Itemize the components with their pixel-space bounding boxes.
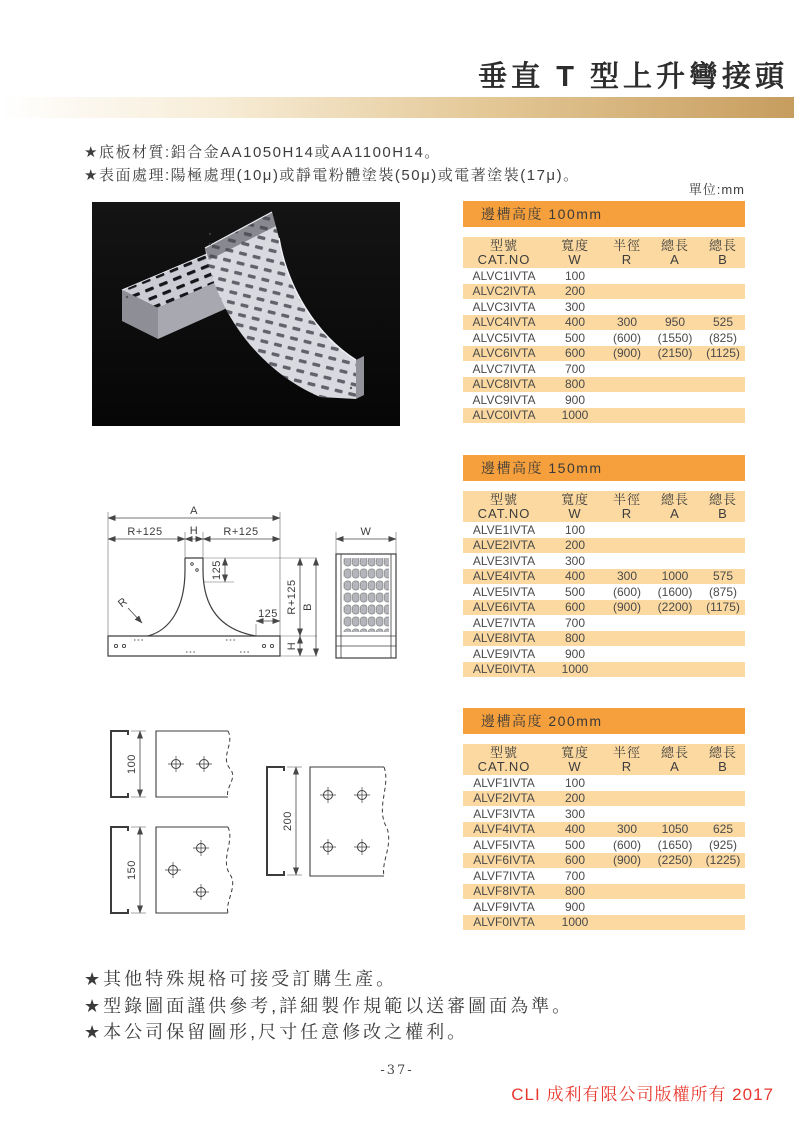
table-row — [463, 791, 745, 807]
catno-cell: ALVF9IVTA — [473, 899, 535, 914]
dimension-cell — [605, 392, 649, 408]
dimension-cell: (600) — [612, 330, 641, 345]
profile-drawing — [88, 716, 408, 936]
dimension-cell — [701, 806, 745, 822]
note-line: ★本公司保留圖形,尺寸任意修改之權利。 — [84, 1022, 469, 1042]
dim-label-h-top: H — [189, 525, 199, 537]
dimension-cell — [649, 806, 701, 822]
dimension-cell: 100 — [564, 268, 586, 283]
catno-cell: ALVE8IVTA — [472, 631, 536, 646]
dimension-cell — [605, 522, 649, 538]
dimension-cell: (2150) — [657, 346, 693, 361]
dimension-cell — [605, 284, 649, 300]
dimension-drawing — [88, 496, 418, 686]
spec-section-150mm — [463, 455, 745, 677]
dimension-cell — [605, 915, 649, 931]
catno-cell: ALVC5IVTA — [472, 330, 536, 345]
dim-label-r125-side: R+125 — [286, 579, 298, 615]
col-header-catno: 型號 CAT.NO — [477, 237, 531, 267]
col-header-radius: 半徑 R — [612, 237, 641, 267]
catno-cell: ALVC7IVTA — [472, 361, 536, 376]
dimension-cell — [649, 868, 701, 884]
profile-dim-100: 100 — [126, 754, 138, 774]
page-title: 垂直 T 型上升彎接頭 — [478, 61, 788, 93]
catno-cell: ALVF1IVTA — [473, 775, 535, 790]
dimension-cell: 400 — [564, 569, 586, 584]
catno-cell: ALVE6IVTA — [472, 600, 536, 615]
channel-profiles — [88, 716, 408, 936]
dimension-cell — [701, 646, 745, 662]
catno-cell: ALVF2IVTA — [473, 791, 535, 806]
table-column-headers — [463, 237, 745, 268]
dimension-cell: (600) — [612, 584, 641, 599]
table-row — [463, 899, 745, 915]
catno-cell: ALVF0IVTA — [473, 915, 535, 930]
dimension-cell — [605, 538, 649, 554]
dimension-cell — [605, 361, 649, 377]
catno-cell: ALVC3IVTA — [472, 299, 536, 314]
table-body — [463, 522, 745, 677]
dimension-cell — [701, 522, 745, 538]
col-header-length-a: 總長 A — [660, 744, 689, 774]
dimension-cell — [701, 899, 745, 915]
dimension-cell: 625 — [712, 822, 734, 837]
dim-label-r: R — [115, 595, 131, 611]
section-header-bar: 邊槽高度 150mm — [463, 455, 745, 481]
catno-cell: ALVC6IVTA — [472, 346, 536, 361]
dimension-cell — [649, 361, 701, 377]
dimension-cell: 1000 — [561, 408, 589, 423]
spec-section-200mm — [463, 708, 745, 930]
t-profile-drawing — [88, 496, 418, 686]
dimension-cell — [605, 806, 649, 822]
dimension-cell — [649, 522, 701, 538]
table-row — [463, 408, 745, 424]
dimension-cell — [605, 615, 649, 631]
dimension-cell — [701, 775, 745, 791]
table-row — [463, 806, 745, 822]
dimension-cell — [701, 268, 745, 284]
dimension-cell: 300 — [616, 569, 638, 584]
note-line: ★表面處理:陽極處理(10μ)或靜電粉體塗裝(50μ)或電著塗裝(17μ)。 — [84, 167, 580, 184]
dimension-cell: (1175) — [706, 600, 740, 615]
dimension-cell: 600 — [564, 600, 586, 615]
gold-gradient-rule — [0, 97, 794, 118]
dim-label-r125-right: R+125 — [223, 526, 259, 538]
table-row — [463, 822, 745, 838]
dimension-cell: (1125) — [706, 346, 740, 361]
dimension-cell: (600) — [612, 837, 641, 852]
dimension-cell — [701, 915, 745, 931]
table-row — [463, 361, 745, 377]
dimension-cell: 100 — [564, 775, 586, 790]
dimension-cell: (2250) — [657, 853, 693, 868]
catno-cell: ALVE3IVTA — [472, 553, 536, 568]
dimension-cell — [649, 915, 701, 931]
dim-label-w: W — [360, 526, 372, 538]
spec-section-100mm — [463, 201, 745, 423]
dimension-cell — [649, 392, 701, 408]
dimension-cell: 900 — [564, 392, 586, 407]
dimension-cell: 600 — [564, 346, 586, 361]
dimension-cell: 500 — [564, 584, 586, 599]
section-header-bar: 邊槽高度 200mm — [463, 708, 745, 734]
dimension-cell — [701, 361, 745, 377]
dimension-cell — [701, 408, 745, 424]
dimension-cell: 200 — [564, 538, 586, 553]
catno-cell: ALVE4IVTA — [472, 569, 536, 584]
col-header-length-b: 總長 B — [708, 237, 737, 267]
table-row — [463, 392, 745, 408]
catno-cell: ALVF4IVTA — [473, 822, 535, 837]
dimension-cell — [605, 377, 649, 393]
dimension-cell — [701, 884, 745, 900]
unit-label: 單位:mm — [688, 182, 745, 197]
col-header-catno: 型號 CAT.NO — [477, 491, 531, 521]
dimension-cell — [605, 408, 649, 424]
catno-cell: ALVC8IVTA — [472, 377, 536, 392]
profile-dim-200: 200 — [282, 811, 294, 831]
dimension-cell — [605, 791, 649, 807]
dimension-cell — [701, 631, 745, 647]
copyright-notice: CLI 成利有限公司版權所有 2017 — [511, 1085, 774, 1104]
dim-label-a: A — [190, 505, 198, 517]
col-header-length-a: 總長 A — [660, 491, 689, 521]
dimension-cell — [701, 377, 745, 393]
dimension-cell: 1000 — [561, 915, 589, 930]
dimension-cell — [649, 646, 701, 662]
table-row — [463, 631, 745, 647]
col-header-width: 寬度 W — [560, 491, 589, 521]
catno-cell: ALVE7IVTA — [472, 615, 536, 630]
dimension-cell — [649, 884, 701, 900]
dimension-cell: (900) — [612, 853, 641, 868]
table-row — [463, 853, 745, 869]
table-row — [463, 538, 745, 554]
dimension-cell — [649, 775, 701, 791]
product-photo — [92, 202, 400, 426]
dimension-cell — [605, 299, 649, 315]
table-row — [463, 553, 745, 569]
catno-cell: ALVC2IVTA — [472, 284, 536, 299]
dimension-cell: 400 — [564, 315, 586, 330]
dimension-cell — [605, 646, 649, 662]
table-row — [463, 315, 745, 331]
catno-cell: ALVF7IVTA — [473, 868, 535, 883]
dimension-cell — [605, 868, 649, 884]
col-header-length-a: 總長 A — [660, 237, 689, 267]
note-line: ★型錄圖面謹供參考,詳細製作規範以送審圖面為準。 — [84, 995, 574, 1016]
dimension-cell — [701, 553, 745, 569]
dimension-cell — [649, 268, 701, 284]
dimension-cell: 300 — [564, 553, 586, 568]
dimension-cell — [649, 615, 701, 631]
table-row — [463, 646, 745, 662]
col-header-length-b: 總長 B — [708, 491, 737, 521]
dimension-cell: (900) — [612, 346, 641, 361]
dimension-cell — [605, 899, 649, 915]
profile-dim-150: 150 — [126, 860, 138, 880]
catno-cell: ALVC1IVTA — [472, 268, 536, 283]
table-row — [463, 615, 745, 631]
catno-cell: ALVC9IVTA — [472, 392, 536, 407]
catno-cell: ALVE9IVTA — [472, 646, 536, 661]
dimension-cell: (875) — [708, 584, 737, 599]
table-row — [463, 600, 745, 616]
table-row — [463, 299, 745, 315]
dimension-cell — [701, 299, 745, 315]
table-row — [463, 569, 745, 585]
table-row — [463, 268, 745, 284]
dimension-cell — [701, 868, 745, 884]
dimension-cell — [649, 299, 701, 315]
catno-cell: ALVF5IVTA — [473, 837, 535, 852]
dimension-cell: 500 — [564, 330, 586, 345]
dimension-cell — [649, 377, 701, 393]
dimension-cell: 1050 — [661, 822, 689, 837]
dimension-cell: (900) — [612, 600, 641, 615]
col-header-width: 寬度 W — [560, 237, 589, 267]
dimension-cell — [701, 392, 745, 408]
dimension-cell: 700 — [564, 615, 586, 630]
dim-label-h-side: H — [286, 641, 298, 651]
catno-cell: ALVF3IVTA — [473, 806, 535, 821]
dimension-cell — [649, 662, 701, 678]
note-line: ★其他特殊規格可接受訂購生產。 — [84, 969, 398, 989]
dimension-cell: 575 — [712, 569, 734, 584]
dimension-cell — [605, 268, 649, 284]
dimension-cell: 300 — [616, 822, 638, 837]
col-header-radius: 半徑 R — [612, 491, 641, 521]
table-row — [463, 584, 745, 600]
catno-cell: ALVF8IVTA — [473, 884, 535, 899]
dimension-cell: 800 — [564, 377, 586, 392]
page-number: -37- — [380, 1063, 414, 1078]
dimension-cell — [605, 775, 649, 791]
dimension-cell — [605, 884, 649, 900]
dimension-cell: 1000 — [661, 569, 689, 584]
disclaimer-notes — [84, 966, 573, 1046]
col-header-catno: 型號 CAT.NO — [477, 744, 531, 774]
dimension-cell: (1550) — [657, 330, 693, 345]
dimension-cell — [649, 791, 701, 807]
table-row — [463, 330, 745, 346]
dimension-cell — [649, 631, 701, 647]
dimension-cell — [701, 284, 745, 300]
catno-cell: ALVC4IVTA — [472, 315, 536, 330]
dimension-cell: 300 — [616, 315, 638, 330]
dim-label-b: B — [302, 603, 314, 611]
dimension-cell — [649, 408, 701, 424]
dimension-cell: 700 — [564, 868, 586, 883]
dim-label-r125-left: R+125 — [127, 526, 163, 538]
dimension-cell: 900 — [564, 646, 586, 661]
dimension-cell: 600 — [564, 853, 586, 868]
table-row — [463, 377, 745, 393]
table-row — [463, 522, 745, 538]
dimension-cell: 525 — [712, 315, 734, 330]
product-photo-render — [92, 202, 400, 426]
table-row — [463, 915, 745, 931]
dimension-cell — [605, 631, 649, 647]
dimension-cell: 700 — [564, 361, 586, 376]
table-column-headers — [463, 491, 745, 522]
table-body — [463, 775, 745, 930]
table-row — [463, 884, 745, 900]
catno-cell: ALVC0IVTA — [472, 408, 536, 423]
dimension-cell: 300 — [564, 806, 586, 821]
catno-cell: ALVE0IVTA — [472, 662, 536, 677]
dimension-cell: (2200) — [657, 600, 693, 615]
catno-cell: ALVE1IVTA — [472, 522, 536, 537]
dimension-cell: 300 — [564, 299, 586, 314]
dimension-cell — [701, 615, 745, 631]
catno-cell: ALVF6IVTA — [473, 853, 535, 868]
dimension-cell: (1225) — [705, 853, 741, 868]
dimension-cell — [649, 553, 701, 569]
dimension-cell — [605, 553, 649, 569]
table-row — [463, 662, 745, 678]
dimension-cell: 800 — [564, 884, 586, 899]
dimension-cell: 1000 — [561, 662, 589, 677]
table-row — [463, 868, 745, 884]
dimension-cell: 800 — [564, 631, 586, 646]
dimension-cell: 500 — [564, 837, 586, 852]
table-row — [463, 284, 745, 300]
table-body — [463, 268, 745, 423]
dimension-cell — [701, 791, 745, 807]
note-line: ★底板材質:鋁合金AA1050H14或AA1100H14。 — [84, 144, 441, 161]
dimension-cell: (925) — [708, 837, 737, 852]
dimension-cell — [649, 899, 701, 915]
dimension-cell — [649, 284, 701, 300]
dimension-cell: (1600) — [657, 584, 693, 599]
dimension-cell — [701, 538, 745, 554]
dimension-cell: (825) — [708, 330, 737, 345]
table-row — [463, 775, 745, 791]
dim-label-125-inner: 125 — [211, 560, 223, 580]
table-row — [463, 837, 745, 853]
dimension-cell: (1650) — [657, 837, 693, 852]
col-header-length-b: 總長 B — [708, 744, 737, 774]
dimension-cell: 950 — [664, 315, 686, 330]
dimension-cell: 900 — [564, 899, 586, 914]
dimension-cell: 200 — [564, 791, 586, 806]
dimension-cell — [605, 662, 649, 678]
dimension-cell: 200 — [564, 284, 586, 299]
section-header-bar: 邊槽高度 100mm — [463, 201, 745, 227]
catno-cell: ALVE2IVTA — [472, 538, 536, 553]
table-column-headers — [463, 744, 745, 775]
col-header-radius: 半徑 R — [612, 744, 641, 774]
table-row — [463, 346, 745, 362]
dimension-cell: 100 — [564, 522, 586, 537]
dim-label-125-right: 125 — [258, 608, 278, 620]
col-header-width: 寬度 W — [560, 744, 589, 774]
dimension-cell — [701, 662, 745, 678]
dimension-cell: 400 — [564, 822, 586, 837]
dimension-cell — [649, 538, 701, 554]
catno-cell: ALVE5IVTA — [472, 584, 536, 599]
